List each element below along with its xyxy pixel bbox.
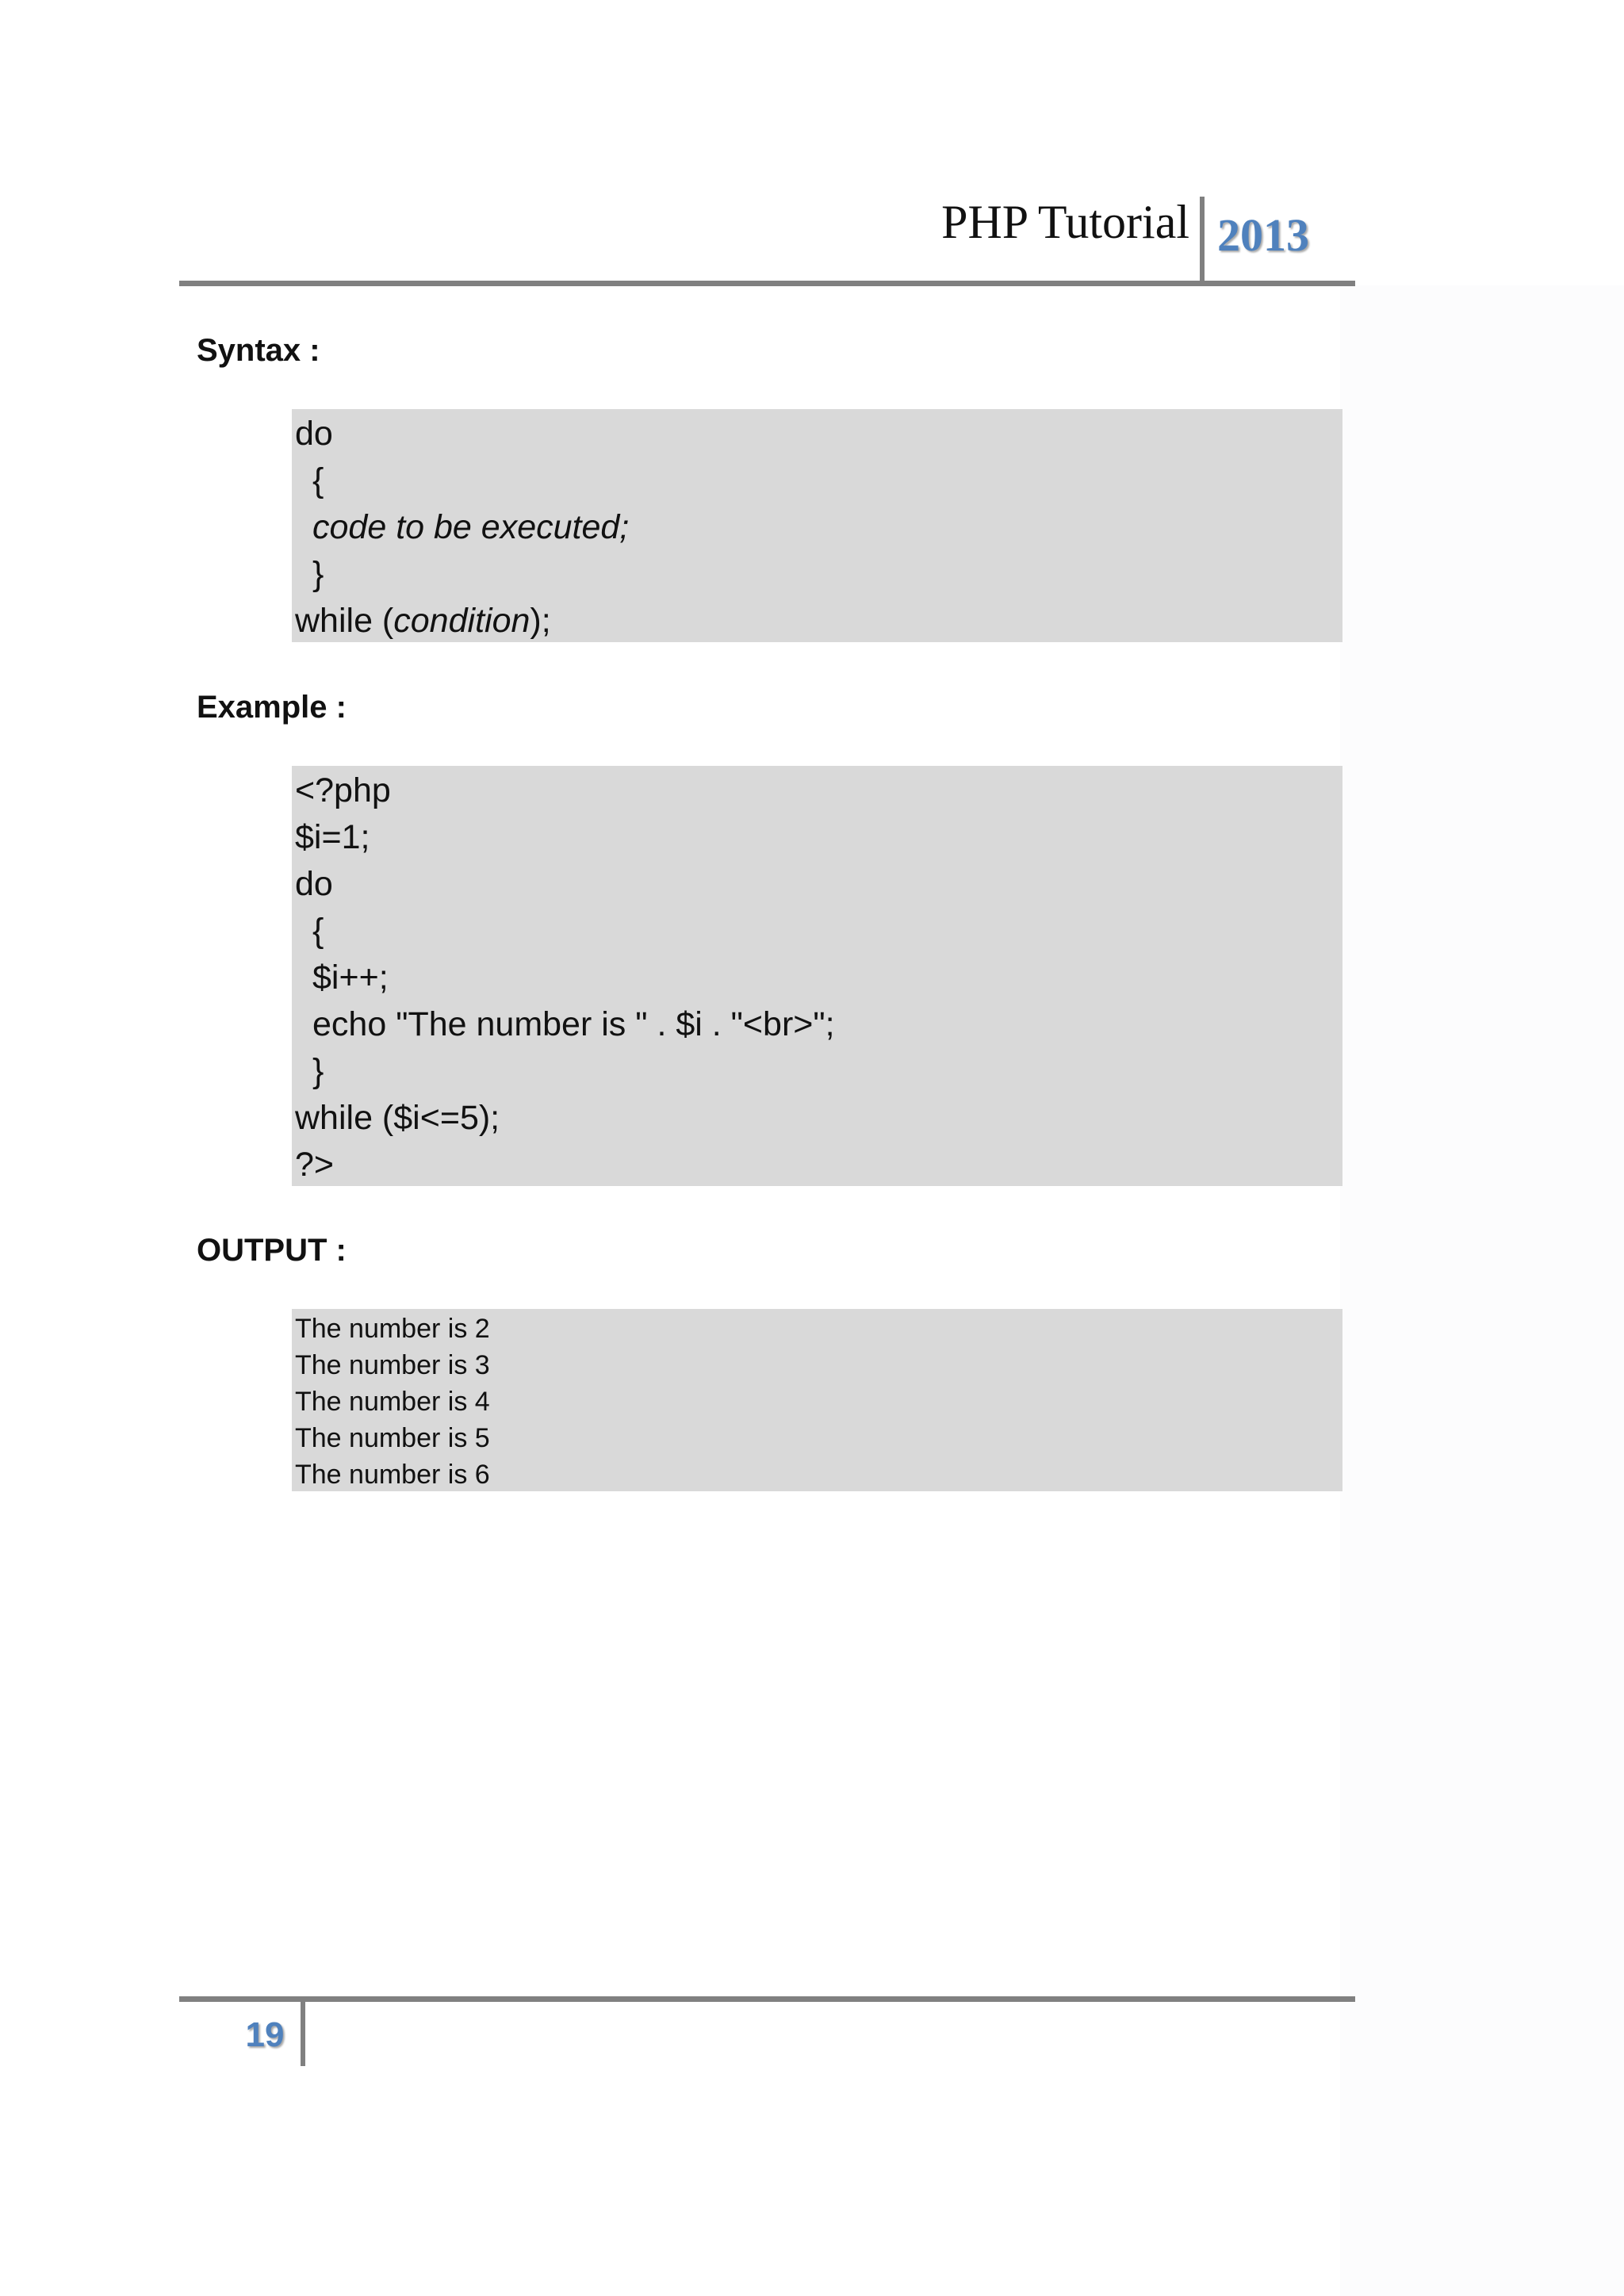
syntax-code-line: [295, 504, 1342, 551]
output-line: The number is 2: [295, 1314, 490, 1344]
output-line: The number is 6: [295, 1460, 490, 1490]
footer-divider: [301, 1999, 305, 2066]
syntax-code-fragment: code to be executed;: [312, 508, 630, 546]
example-code-line: $i=1;: [295, 818, 370, 856]
syntax-code-line: [295, 551, 1342, 598]
example-code-line: }: [312, 1052, 324, 1090]
header-title: PHP Tutorial: [941, 196, 1189, 248]
syntax-code-line: [295, 598, 1342, 645]
output-line: The number is 5: [295, 1423, 490, 1453]
output-heading: OUTPUT :: [197, 1233, 347, 1268]
syntax-code-fragment: while (: [295, 602, 394, 640]
example-code-line: echo "The number is " . $i . "<br>";: [312, 1005, 835, 1043]
example-code-line: <?php: [295, 771, 391, 809]
syntax-heading: Syntax :: [197, 333, 320, 368]
syntax-code-line: [295, 411, 1342, 457]
header-year: 2013: [1217, 209, 1309, 261]
header-divider: [1200, 197, 1205, 284]
syntax-code-fragment: do: [295, 415, 333, 453]
page-background: [1340, 285, 1624, 2296]
syntax-code-line: [295, 457, 1342, 504]
syntax-code-fragment: }: [312, 555, 324, 593]
example-code-line: ?>: [295, 1146, 335, 1184]
output-block: [292, 1309, 1342, 1491]
example-code-line: {: [312, 912, 324, 950]
output-line: The number is 4: [295, 1387, 490, 1417]
output-line: The number is 3: [295, 1350, 490, 1380]
syntax-code-fragment: condition: [393, 602, 530, 640]
example-code-line: do: [295, 865, 333, 903]
page-number: 19: [245, 2015, 285, 2054]
syntax-code-fragment: {: [312, 461, 324, 499]
example-code-line: $i++;: [312, 959, 389, 997]
header-rule: [179, 281, 1355, 286]
footer-rule: [179, 1996, 1355, 2002]
syntax-code-fragment: );: [530, 602, 551, 640]
example-code-line: while ($i<=5);: [295, 1099, 500, 1137]
example-code-block: [292, 766, 1342, 1186]
example-heading: Example :: [197, 690, 347, 725]
syntax-code-block: [292, 409, 1342, 642]
